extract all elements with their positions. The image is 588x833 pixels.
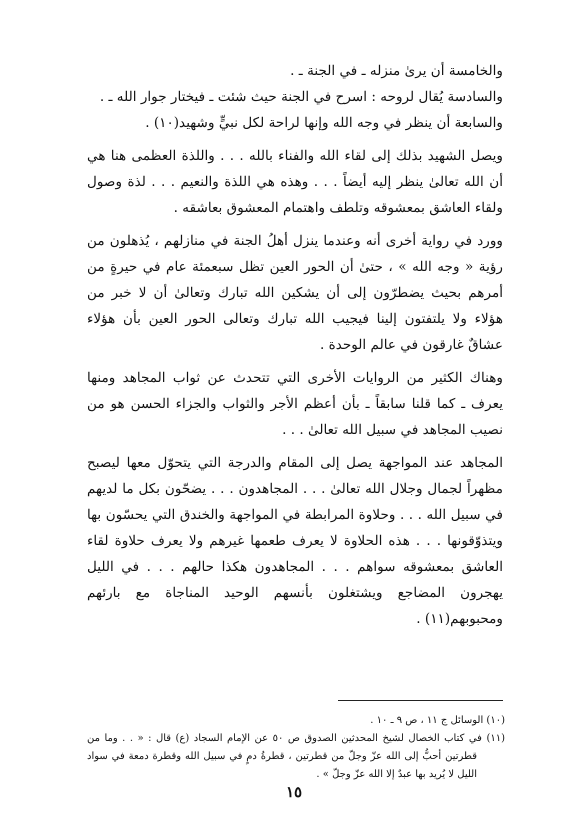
paragraph-sixth: والسادسة يُقال لروحه : اسرح في الجنة حيث شئت ـ فيختار جوار الله ـ . (99, 89, 503, 105)
footnotes (87, 712, 505, 784)
page-number: ١٥ (285, 783, 303, 801)
paragraph-narration: وورد في رواية أخرى أنه وعندما ينزل أهلُ الجنة في منازلهم ، يُذهلون من رؤية « وجه الله » ، حتىٰ أن الحور العين تظل سبعمئة عام في حيرةٍ من أمرهم بحيث يضطرّون إلى أن يشكين الله تبارك وتعالىٰ أن لا خبر من هؤلاء ولا يلتفتون إلينا فيجيب الله تبارك وتعالى الحور العين بأن هؤلاء عشاقٌ غارقون في عالم الوحدة . (87, 233, 503, 353)
footnote-11: (١١) في كتاب الخصال لشيخ المحدثين الصدوق ص ٥٠ عن الإمام السجاد (ع) قال : « . . وما من قطرتين أحبُّ إلى الله عزّ وجلّ من قطرتين ، قطرةُ دمٍ في سبيل الله وقطرة دمعة في سواد الليل لا يُريد بها عبدٌ إلا الله عزّ وجلّ » . (87, 733, 506, 780)
paragraph-mujahid: المجاهد عند المواجهة يصل إلى المقام والدرجة التي يتحوّل معها ليصبح مظهراً لجمال وجلال الله تعالىٰ . . . المجاهدون . . . يضحّون بكل ما لديهم في سبيل الله . . . وحلاوة المرابطة في المواجهة والخندق التي يحسّون بها ويتذوّقونها . . . هذه الحلاوة لا يعرف طعمها غيرهم ولا يعرف حلاوة لقاء العاشق بمعشوقه سواهم . . . المجاهدون هكذا حالهم . . . في الليل يهجرون المضاجع ويشتغلون بأنسهم الوحيد المناجاة مع بارئهم ومحبوبهم(١١) . (87, 455, 503, 627)
paragraph-seventh: والسابعة أن ينظر في وجه الله وإنها لراحة لكل نبيٍّ وشهيد(١٠) . (145, 115, 503, 131)
main-text (87, 58, 503, 632)
paragraph-fifth: والخامسة أن يرىٰ منزله ـ في الجنة ـ . (290, 63, 503, 79)
footnote-divider (338, 700, 503, 701)
paragraph-reward: وهناك الكثير من الروايات الأخرى التي تتحدث عن ثواب المجاهد ومنها يعرف ـ كما قلنا سابقاً ـ بأن أعظم الأجر والثواب والجزاء الحسن هو من نصيب المجاهد في سبيل الله تعالىٰ . . . (87, 370, 503, 438)
paragraph-martyr-meeting: ويصل الشهيد بذلك إلى لقاء الله والفناء بالله . . . واللذة العظمى هنا هي أن الله تعالىٰ ينظر إليه أيضاً . . . وهذه هي اللذة والنعيم . . . لذة وصول ولقاء العاشق بمعشوقه وتلطف واهتمام المعشوق بعاشقه . (87, 148, 503, 216)
footnote-10: (١٠) الوسائل ج ١١ ، ص ٩ ـ ١٠ . (370, 715, 505, 726)
